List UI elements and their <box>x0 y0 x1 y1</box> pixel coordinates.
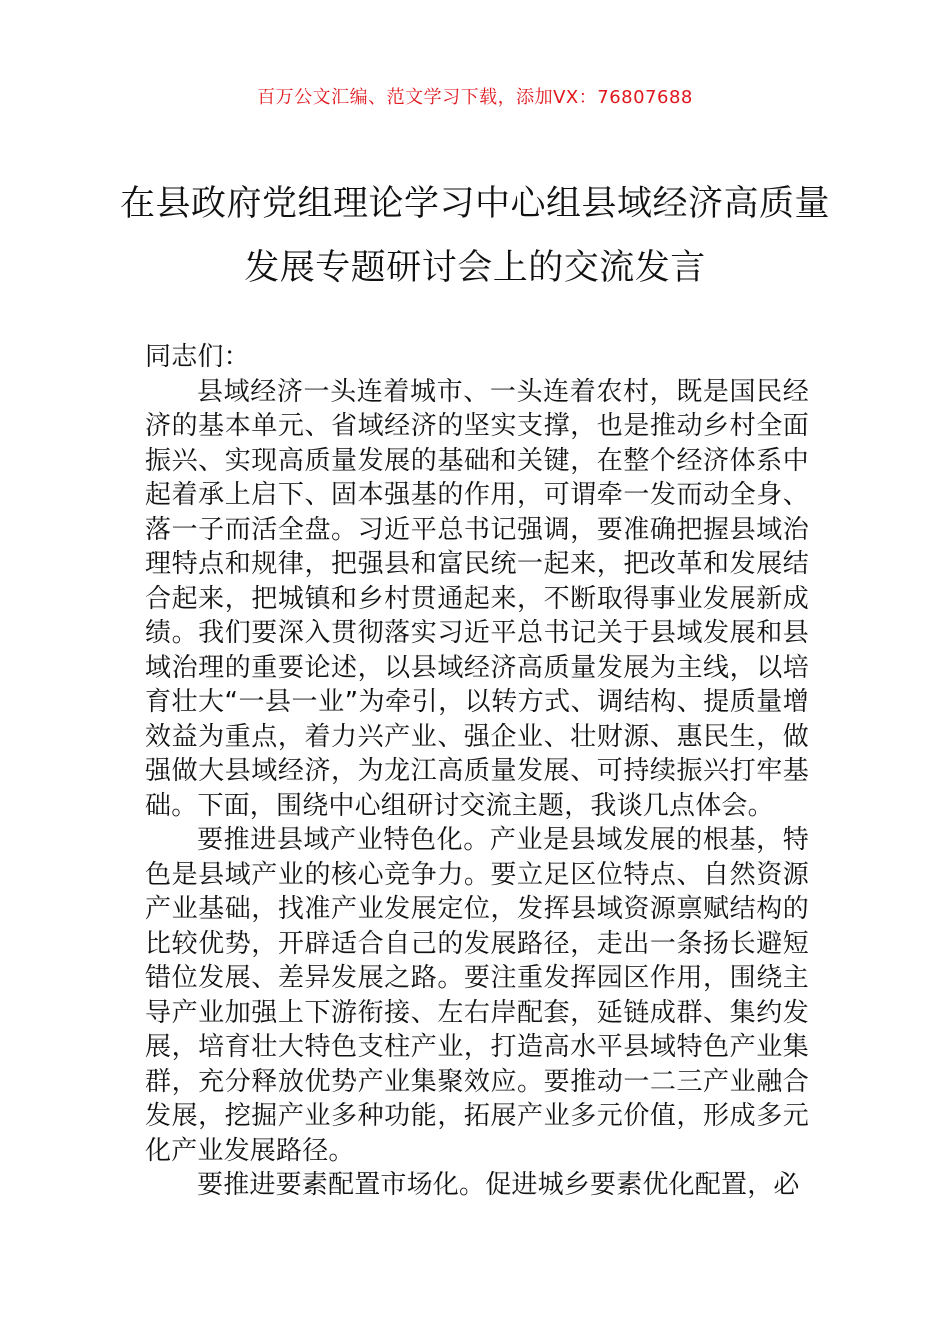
header-note: 百万公文汇编、范文学习下载，添加VX：76807688 <box>257 87 693 108</box>
paragraph: 要推进县域产业特色化。产业是县域发展的根基，特色是县域产业的核心竞争力。要立足区位特点、自然资源产业基础，找准产业发展定位，发挥县域资源禀赋结构的比较优势，开辟适合自己的发展路径，走出一条扬长避短错位发展、差异发展之路。要注重发挥园区作用，围绕主导产业加强上下游衔接、左右岸配套，延链成群、集约发展，培育壮大特色支柱产业，打造高水平县域特色产业集群，充分释放优势产业集聚效应。要推动一二三产业融合发展，挖掘产业多种功能，拓展产业多元价值，形成多元化产业发展路径。 <box>145 825 809 1166</box>
document-body <box>145 340 809 1203</box>
paragraph: 县域经济一头连着城市、一头连着农村，既是国民经济的基本单元、省域经济的坚实支撑，也是推动乡村全面振兴、实现高质量发展的基础和关键，在整个经济体系中起着承上启下、固本强基的作用，可谓牵一发而动全身、落一子而活全盘。习近平总书记强调，要准确把握县域治理特点和规律，把强县和富民统一起来，把改革和发展结合起来，把城镇和乡村贯通起来，不断取得事业发展新成绩。我们要深入贯彻落实习近平总书记关于县域发展和县域治理的重要论述，以县域经济高质量发展为主线，以培育壮大“一县一业”为牵引，以转方式、调结构、提质量增效益为重点，着力兴产业、强企业、壮财源、惠民生，做强做大县域经济，为龙江高质量发展、可持续振兴打牢基础。下面，围绕中心组研讨交流主题，我谈几点体会。 <box>145 376 809 821</box>
document-title: 在县政府党组理论学习中心组县域经济高质量发展专题研讨会上的交流发言 <box>120 184 831 288</box>
paragraph: 要推进要素配置市场化。促进城乡要素优化配置，必 <box>197 1170 800 1200</box>
salutation: 同志们： <box>145 342 250 372</box>
